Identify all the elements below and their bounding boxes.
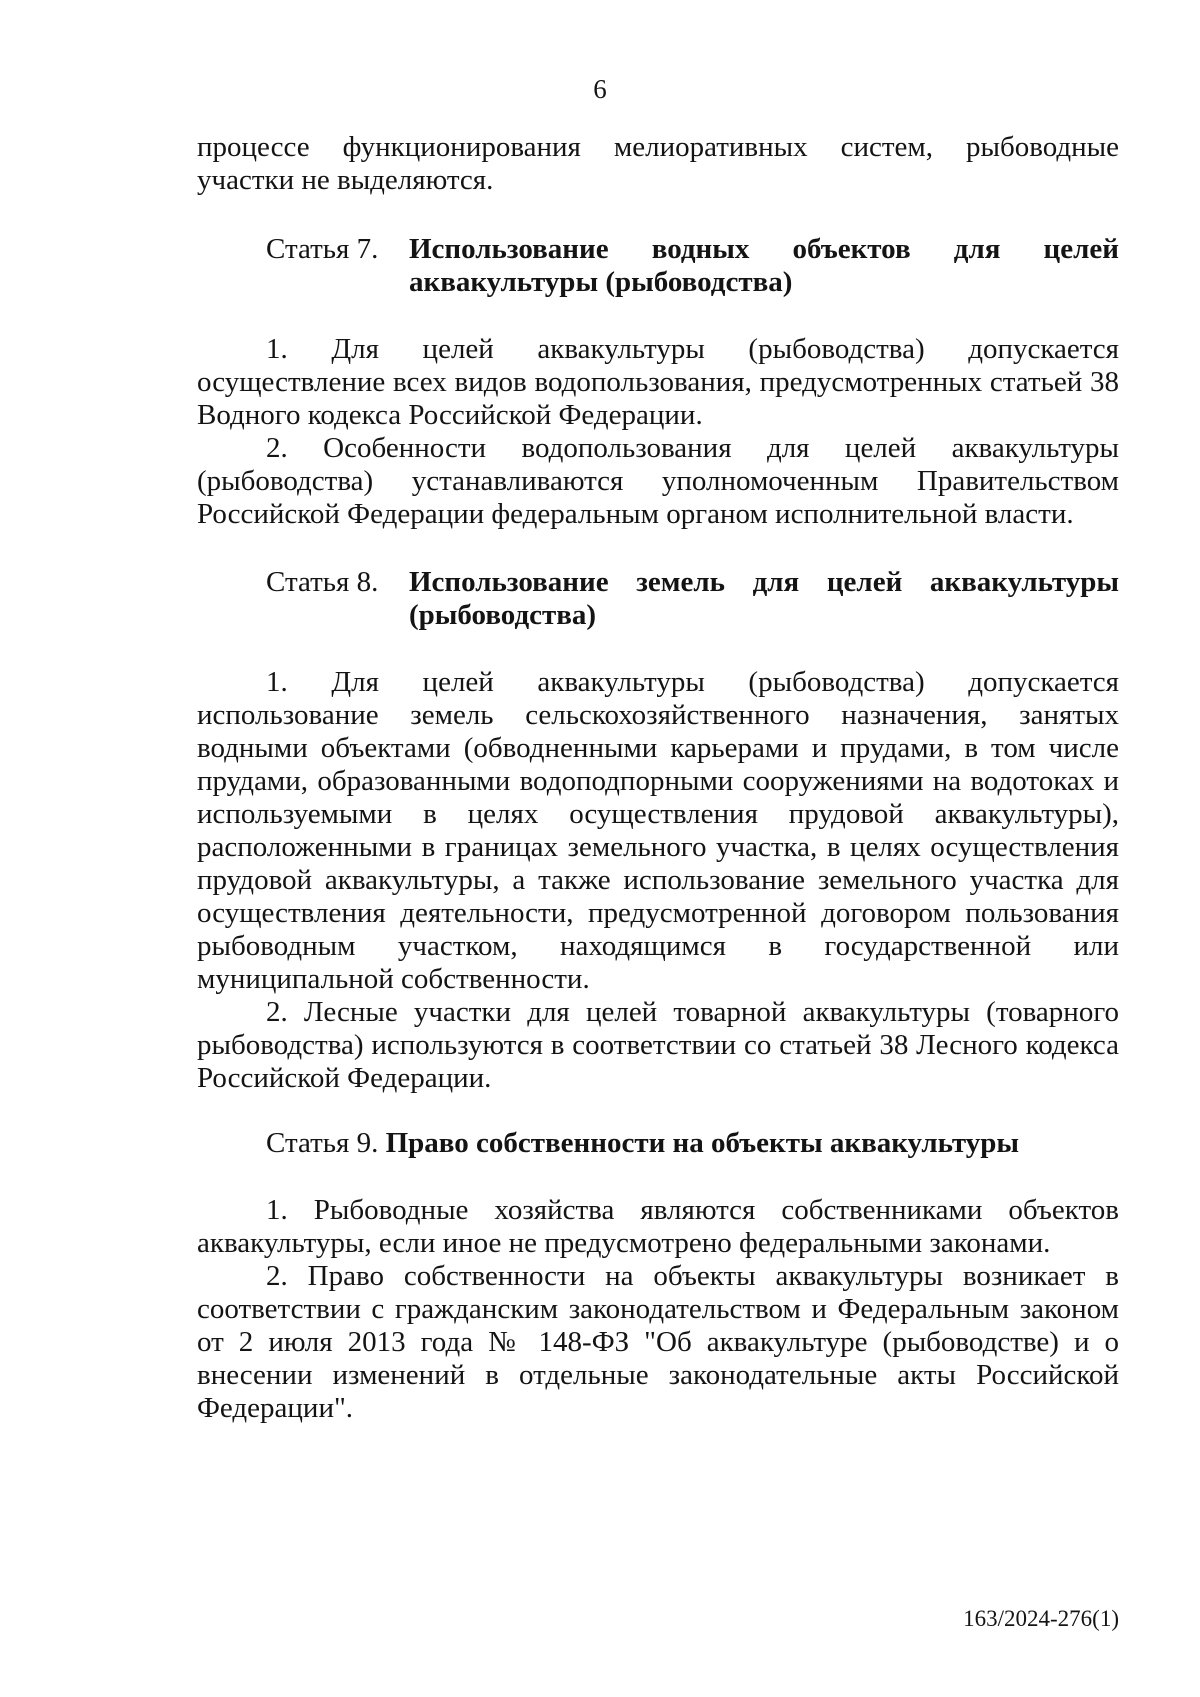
- article-9-body: [197, 1194, 1119, 1425]
- intro-paragraph-block: [197, 131, 1119, 197]
- article-8-title: Использование земель для целей аквакультуры (рыбоводства): [409, 566, 1119, 631]
- article-9-paragraph-2: 2. Право собственности на объекты аквакультуры возникает в соответствии с гражданским законодательством и Федеральным законом от 2 июля 2013 года № 148-ФЗ "Об аквакультуре (рыбоводстве) и о внесении изменений в отдельные законодательные акты Российской Федерации".: [197, 1260, 1119, 1424]
- article-9-title: Право собственности на объекты аквакультуры: [385, 1127, 1019, 1159]
- page-number: 6: [593, 74, 607, 104]
- article-9-label: Статья 9.: [266, 1127, 379, 1159]
- intro-paragraph: процессе функционирования мелиоративных систем, рыбоводные участки не выделяются.: [197, 131, 1119, 196]
- article-8-paragraph-1: 1. Для целей аквакультуры (рыбоводства) допускается использование земель сельскохозяйственного назначения, занятых водными объектами (обводненными карьерами и прудами, в том числе прудами, образованными водоподпорными сооружениями на водотоках и используемыми в целях осуществления прудовой аквакультуры), расположенными в границах земельного участка, в целях осуществления прудовой аквакультуры, а также использование земельного участка для осуществления деятельности, предусмотренной договором пользования рыбоводным участком, находящимся в государственной или муниципальной собственности.: [197, 666, 1119, 995]
- article-9-heading: [266, 1127, 1126, 1160]
- article-7-title: Использование водных объектов для целей аквакультуры (рыбоводства): [409, 233, 1119, 298]
- article-7-paragraph-1: 1. Для целей аквакультуры (рыбоводства) допускается осуществление всех видов водопользования, предусмотренных статьей 38 Водного кодекса Российской Федерации.: [197, 333, 1119, 431]
- article-8-heading: [197, 566, 1119, 632]
- article-7-paragraph-2: 2. Особенности водопользования для целей аквакультуры (рыбоводства) устанавливаются уполномоченным Правительством Российской Федерации федеральным органом исполнительной власти.: [197, 432, 1119, 530]
- document-number: 163/2024-276(1): [963, 1606, 1119, 1631]
- article-8-label: Статья 8.: [266, 566, 379, 598]
- article-8-body: [197, 666, 1119, 1095]
- article-8-paragraph-2: 2. Лесные участки для целей товарной аквакультуры (товарного рыбоводства) используются в соответствии со статьей 38 Лесного кодекса Российской Федерации.: [197, 996, 1119, 1094]
- article-7-heading: [197, 233, 1119, 299]
- article-7-body: [197, 333, 1119, 531]
- article-7-label: Статья 7.: [266, 233, 379, 265]
- article-9-paragraph-1: 1. Рыбоводные хозяйства являются собственниками объектов аквакультуры, если иное не предусмотрено федеральными законами.: [197, 1194, 1119, 1259]
